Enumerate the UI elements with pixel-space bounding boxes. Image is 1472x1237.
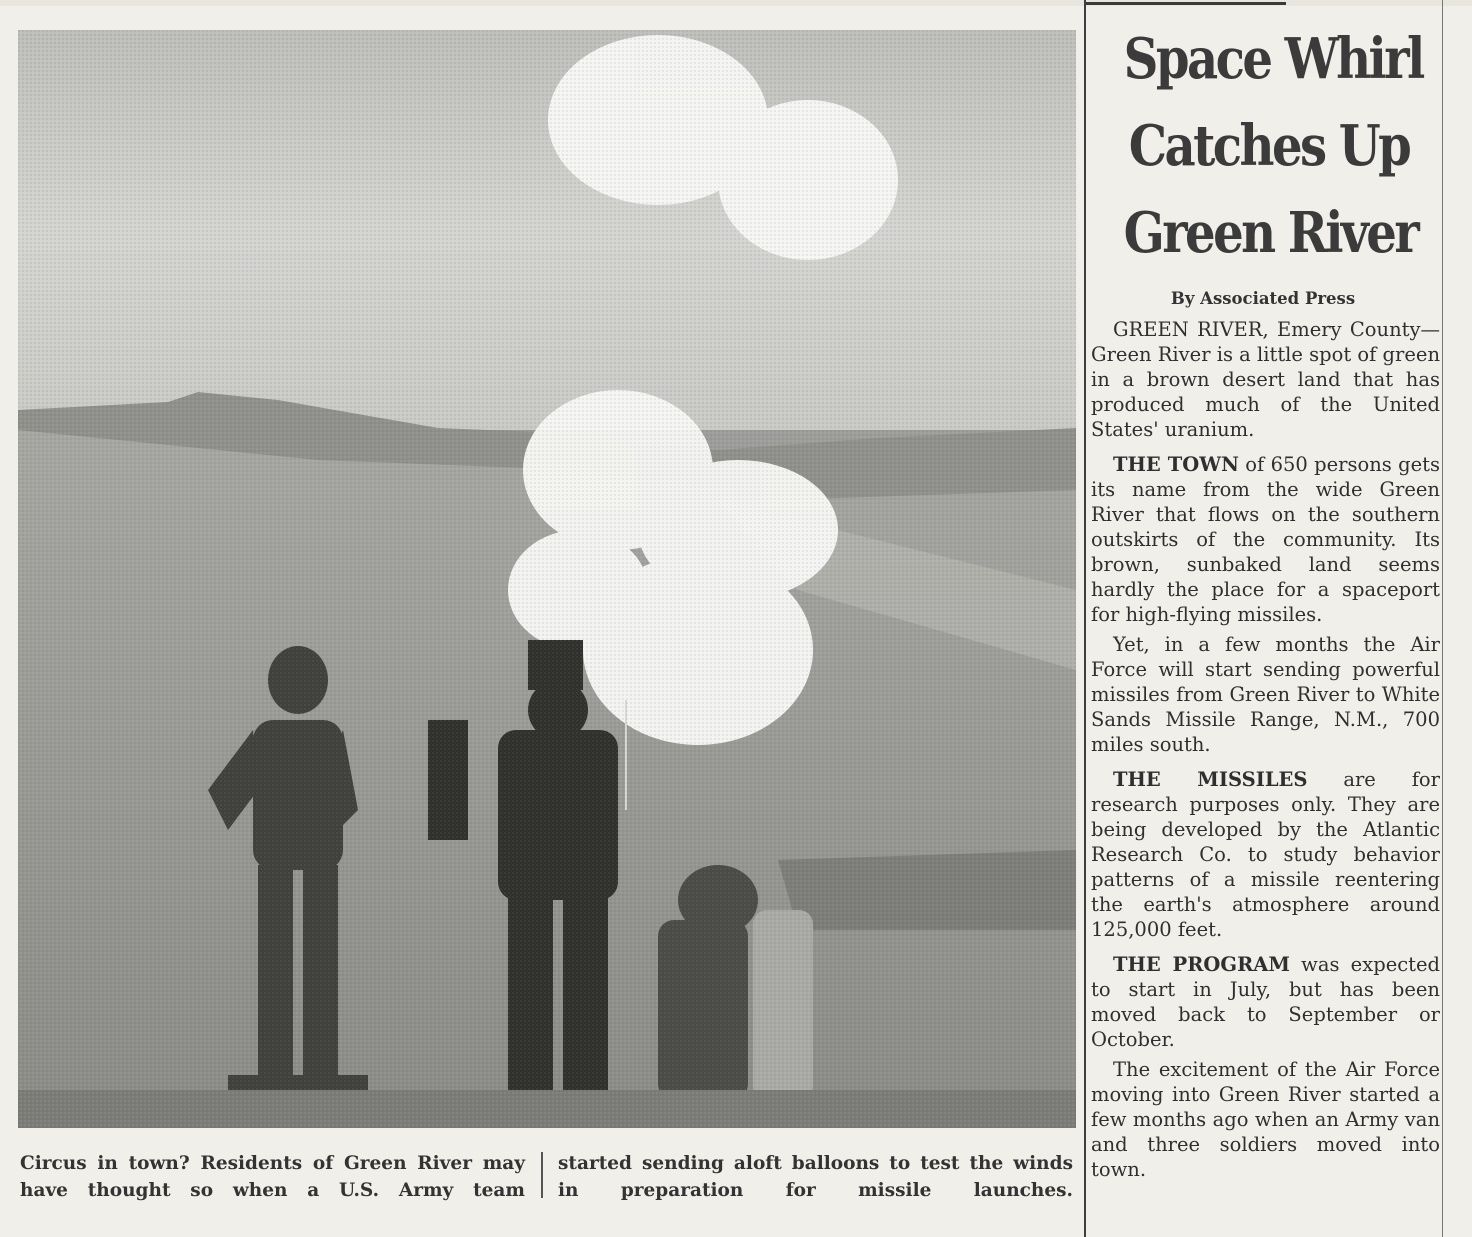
article-body [1091, 317, 1440, 1182]
paragraph-2-lead: THE TOWN [1113, 453, 1239, 476]
paragraph-3: Yet, in a few months the Air Force will start sending powerful missiles from Green River to White Sands Missile Range, N.M., 700 miles south. [1091, 633, 1440, 756]
paragraph-4-lead: THE MISSILES [1113, 768, 1308, 791]
headline-line-1: Space Whirl [1123, 26, 1423, 92]
photo-illustration [18, 30, 1076, 1128]
paragraph-6: The excitement of the Air Force moving into Green River started a few months ago when an Army van and three soldiers moved into town. [1091, 1058, 1440, 1181]
paragraph-5-text: was expected to start in July, but has been moved back to September or October. [1091, 953, 1441, 1051]
paragraph-5-lead: THE PROGRAM [1113, 953, 1290, 976]
paragraph-4 [1091, 767, 1440, 942]
paragraph-5 [1091, 952, 1440, 1052]
paragraph-4-text: are for research purposes only. They are being developed by the Atlantic Research Co. to study behavior patterns of a missile reentering the earth's atmosphere around 125,000 feet. [1091, 768, 1440, 941]
paragraph-2-text: of 650 persons gets its name from the wide Green River that flows on the southern outskirts of the community. Its brown, sunbaked land seems hardly the place for a spaceport for high-flying missiles. [1091, 453, 1440, 626]
column-rule [1084, 0, 1086, 1237]
photo-caption-left: Circus in town? Residents of Green River may have thought so when a U.S. Army team [20, 1153, 525, 1201]
headline-line-3: Green River [1123, 200, 1418, 266]
caption-divider [541, 1152, 543, 1198]
news-photo [18, 30, 1076, 1128]
column-rule-right [1442, 0, 1443, 1237]
headline-line-2: Catches Up [1128, 113, 1410, 179]
byline: By Associated Press [1170, 289, 1356, 308]
photo-caption-right: started sending aloft balloons to test the winds in preparation for missile launches. [558, 1153, 1073, 1201]
paragraph-1: GREEN RIVER, Emery County—Green River is a little spot of green in a brown desert land that has produced much of the United States' uranium. [1091, 318, 1440, 441]
headline [1123, 16, 1423, 277]
headline-top-rule [1086, 2, 1286, 5]
paragraph-2 [1091, 452, 1440, 627]
halftone-grain [18, 30, 1076, 1128]
